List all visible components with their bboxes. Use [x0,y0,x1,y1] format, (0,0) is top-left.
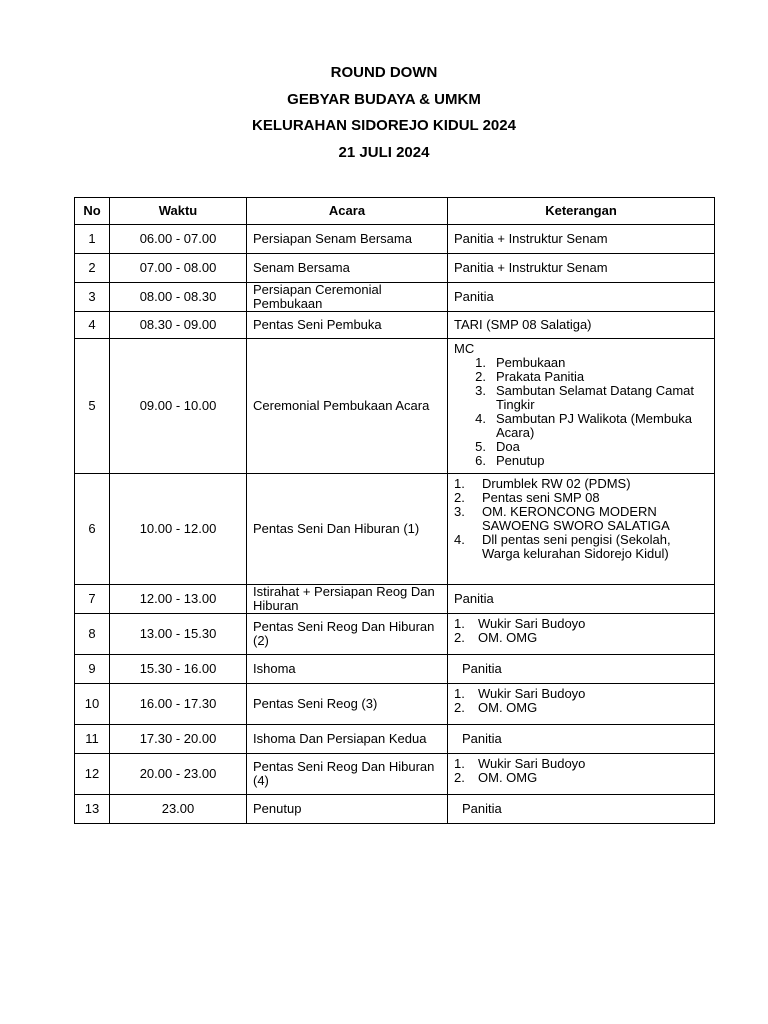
row-no: 10 [75,684,110,725]
keterangan-text: Panitia [462,661,502,676]
row-waktu: 06.00 - 07.00 [110,225,247,254]
row-keterangan [448,225,715,254]
table-row [75,225,715,254]
list-number: 1. [454,476,465,491]
table-row [75,795,715,824]
list-number: 1. [454,756,465,771]
keterangan-text: Panitia + Instruktur Senam [454,231,608,246]
list-number: 5. [475,439,486,454]
row-keterangan [448,795,715,824]
list-item [454,617,708,631]
keterangan-text: Panitia [454,289,494,304]
keterangan-text: Panitia [462,801,502,816]
keterangan-list [454,477,708,561]
list-item [454,631,708,645]
row-keterangan [448,655,715,684]
list-number: 1. [475,355,486,370]
list-text: Dll pentas seni pengisi (Sekolah, Warga kelurahan Sidorejo Kidul) [482,532,671,561]
row-keterangan [448,684,715,725]
row-acara: Ceremonial Pembukaan Acara [247,339,448,474]
row-waktu: 12.00 - 13.00 [110,585,247,614]
keterangan-text: Panitia [454,591,494,606]
table-row [75,283,715,312]
row-no: 6 [75,474,110,585]
list-text: Wukir Sari Budoyo [478,616,586,631]
title-line-1: ROUND DOWN [330,64,438,81]
list-number: 2. [475,369,486,384]
list-item [454,687,708,701]
table-body [75,225,715,824]
row-keterangan [448,754,715,795]
list-text: Prakata Panitia [496,369,585,384]
keterangan-text: Panitia [462,731,502,746]
row-acara: Penutup [247,795,448,824]
table-row [75,684,715,725]
list-number: 2. [454,490,465,505]
row-keterangan [448,283,715,312]
row-no: 12 [75,754,110,795]
list-item [470,384,708,412]
row-acara: Pentas Seni Pembuka [247,312,448,339]
list-text: Penutup [496,453,545,468]
row-acara: Senam Bersama [247,254,448,283]
list-text: Pentas seni SMP 08 [482,490,600,505]
row-keterangan [448,254,715,283]
list-number: 4. [475,411,486,426]
row-no: 9 [75,655,110,684]
row-keterangan [448,585,715,614]
row-acara: Pentas Seni Reog Dan Hiburan (4) [247,754,448,795]
list-item [454,491,708,505]
header-waktu: Waktu [110,198,247,225]
row-acara: Persiapan Ceremonial Pembukaan [247,283,448,312]
row-no: 11 [75,725,110,754]
header-acara: Acara [247,198,448,225]
list-item [454,701,708,715]
row-keterangan [448,614,715,655]
keterangan-text: Panitia + Instruktur Senam [454,260,608,275]
list-text: Doa [496,439,520,454]
schedule-table [74,197,715,824]
keterangan-list [454,687,708,715]
list-item [470,356,708,370]
list-number: 2. [454,700,465,715]
row-no: 4 [75,312,110,339]
row-no: 8 [75,614,110,655]
list-number: 3. [475,383,486,398]
table-row [75,254,715,283]
list-text: OM. KERONCONG MODERN SAWOENG SWORO SALATIGA [482,504,670,533]
list-text: OM. OMG [478,630,538,645]
row-acara: Ishoma Dan Persiapan Kedua [247,725,448,754]
list-text: Wukir Sari Budoyo [478,756,586,771]
row-waktu: 09.00 - 10.00 [110,339,247,474]
title-line-4: 21 JULI 2024 [338,143,430,161]
table-row [75,474,715,585]
list-item [470,370,708,384]
keterangan-list [470,356,708,468]
title-line-2: GEBYAR BUDAYA & UMKM [287,90,481,108]
list-text: Sambutan Selamat Datang Camat Tingkir [496,383,694,412]
row-waktu: 13.00 - 15.30 [110,614,247,655]
table-row [75,585,715,614]
list-number: 1. [454,616,465,631]
list-number: 4. [454,532,465,547]
row-no: 2 [75,254,110,283]
row-keterangan [448,725,715,754]
row-no: 1 [75,225,110,254]
list-item [454,771,708,785]
list-item [454,505,708,533]
row-waktu: 15.30 - 16.00 [110,655,247,684]
row-waktu: 23.00 [110,795,247,824]
document-title-block [0,60,768,166]
table-row [75,754,715,795]
table-row [75,339,715,474]
row-keterangan [448,312,715,339]
row-acara: Ishoma [247,655,448,684]
row-acara: Istirahat + Persiapan Reog Dan Hiburan [247,585,448,614]
list-number: 6. [475,453,486,468]
list-text: Pembukaan [496,355,566,370]
keterangan-text: MC [454,341,475,356]
row-acara: Pentas Seni Reog (3) [247,684,448,725]
row-acara: Persiapan Senam Bersama [247,225,448,254]
row-no: 7 [75,585,110,614]
list-text: OM. OMG [478,770,538,785]
list-item [470,412,708,440]
row-waktu: 08.00 - 08.30 [110,283,247,312]
keterangan-text: TARI (SMP 08 Salatiga) [454,317,592,332]
row-keterangan [448,339,715,474]
row-waktu: 08.30 - 09.00 [110,312,247,339]
table-row [75,655,715,684]
list-number: 1. [454,686,465,701]
row-no: 13 [75,795,110,824]
row-keterangan [448,474,715,585]
list-text: Drumblek RW 02 (PDMS) [482,476,631,491]
keterangan-list [454,617,708,645]
list-text: Wukir Sari Budoyo [478,686,586,701]
row-waktu: 16.00 - 17.30 [110,684,247,725]
list-item [454,477,708,491]
list-item [470,440,708,454]
header-no: No [75,198,110,225]
table-row [75,614,715,655]
row-waktu: 17.30 - 20.00 [110,725,247,754]
list-item [470,454,708,468]
table-row [75,312,715,339]
list-text: Sambutan PJ Walikota (Membuka Acara) [496,411,693,440]
title-line-3: KELURAHAN SIDOREJO KIDUL 2024 [252,117,516,134]
row-acara: Pentas Seni Reog Dan Hiburan (2) [247,614,448,655]
list-number: 2. [454,630,465,645]
table-header-row [75,198,715,225]
list-number: 3. [454,504,465,519]
row-no: 3 [75,283,110,312]
table-row [75,725,715,754]
header-keterangan: Keterangan [448,198,715,225]
list-item [454,533,708,561]
list-item [454,757,708,771]
keterangan-list [454,757,708,785]
row-waktu: 07.00 - 08.00 [110,254,247,283]
row-waktu: 20.00 - 23.00 [110,754,247,795]
row-waktu: 10.00 - 12.00 [110,474,247,585]
row-acara: Pentas Seni Dan Hiburan (1) [247,474,448,585]
row-no: 5 [75,339,110,474]
list-number: 2. [454,770,465,785]
list-text: OM. OMG [478,700,538,715]
